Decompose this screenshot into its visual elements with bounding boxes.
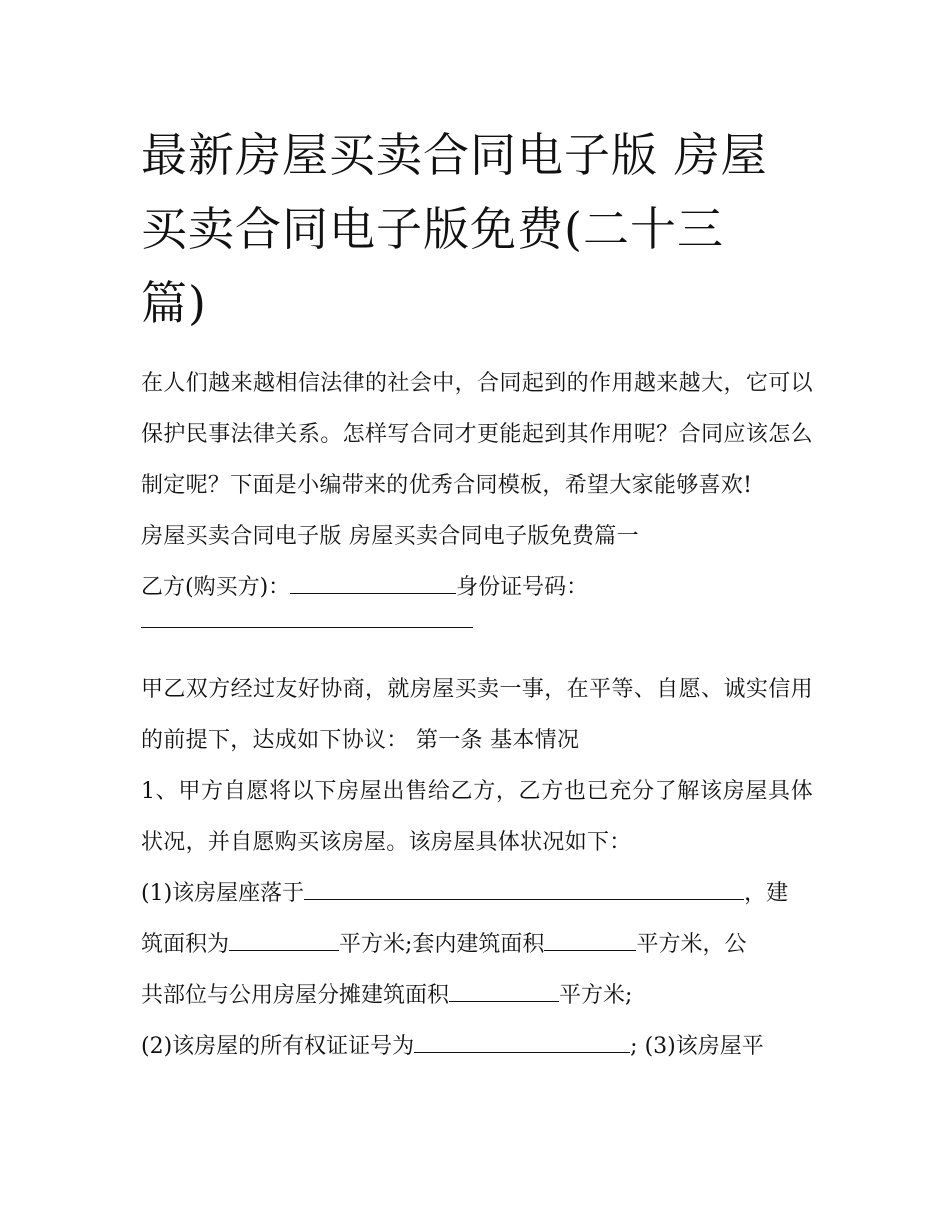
area-unit: 平方米;套内建筑面积 xyxy=(339,932,545,957)
item-1-line-3 xyxy=(141,970,813,1021)
section-heading: 房屋买卖合同电子版 房屋买卖合同电子版免费篇一 xyxy=(141,524,639,549)
item-1-suffix: ，建 xyxy=(744,881,789,906)
party-b-id-label: 身份证号码： xyxy=(456,575,589,600)
certificate-number-blank xyxy=(414,1030,630,1053)
document-title: 最新房屋买卖合同电子版 房屋 买卖合同电子版免费(二十三 篇) xyxy=(141,128,768,330)
item-2-line xyxy=(141,1021,813,1072)
item-1-line-1 xyxy=(141,868,813,919)
agreement-paragraph: 甲乙双方经过友好协商，就房屋买卖一事，在平等、自愿、诚实信用的前提下，达成如下协议： 第一条 基本情况 xyxy=(141,677,813,753)
clause-1-paragraph: 1、甲方自愿将以下房屋出售给乙方，乙方也已充分了解该房屋具体状况，并自愿购买该房屋。该房屋具体状况如下： xyxy=(141,779,813,855)
shared-area-blank xyxy=(449,979,559,1002)
item-2-suffix: ; (3)该房屋平 xyxy=(630,1034,764,1059)
party-b-id-blank xyxy=(141,627,473,628)
inner-area-unit: 平方米，公 xyxy=(636,932,747,957)
item-1-prefix: (1)该房屋座落于 xyxy=(141,881,305,906)
area-label: 筑面积为 xyxy=(141,932,230,957)
shared-area-label: 共部位与公用房屋分摊建筑面积 xyxy=(141,983,450,1008)
party-b-label: 乙方(购买方)： xyxy=(141,575,291,600)
shared-area-unit: 平方米; xyxy=(559,983,633,1008)
party-b-line xyxy=(141,562,813,613)
party-b-name-blank xyxy=(290,571,456,594)
inner-area-blank xyxy=(544,928,636,951)
item-2-prefix: (2)该房屋的所有权证证号为 xyxy=(141,1034,415,1059)
item-1-line-2 xyxy=(141,919,813,970)
location-blank xyxy=(304,877,744,900)
document-page xyxy=(141,118,813,1072)
intro-paragraph: 在人们越来越相信法律的社会中，合同起到的作用越来越大，它可以保护民事法律关系。怎样写合同才更能起到其作用呢？合同应该怎么制定呢？下面是小编带来的优秀合同模板，希望大家能够喜欢! xyxy=(141,371,813,498)
area-blank xyxy=(229,928,339,951)
